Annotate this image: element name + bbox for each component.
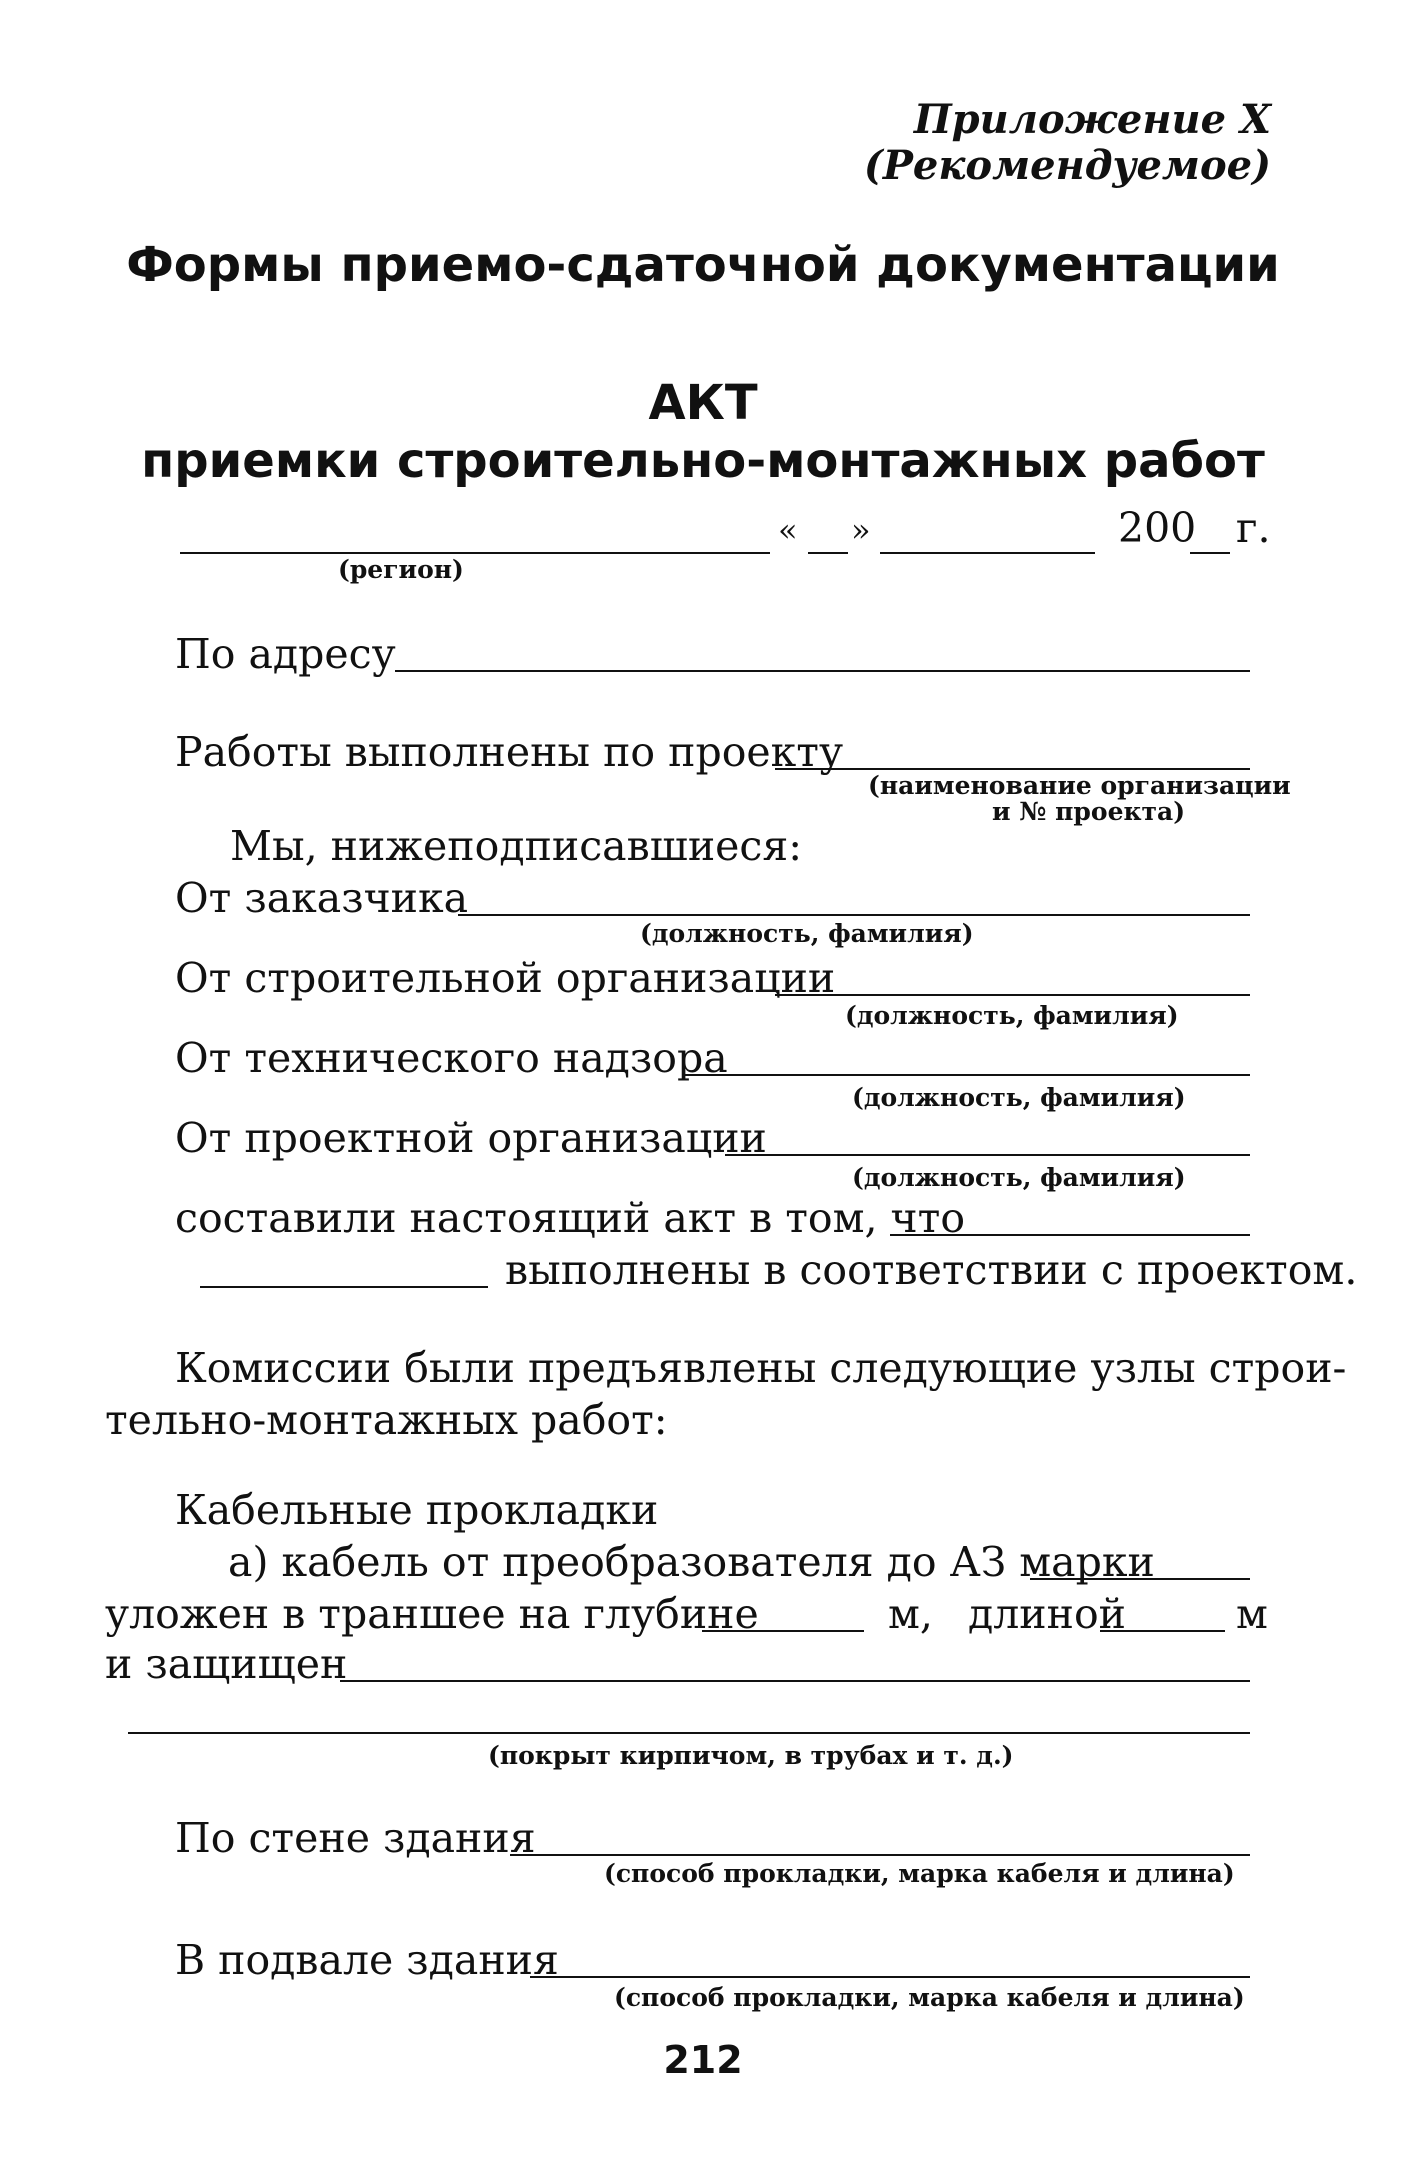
- year-prefix: 200: [1118, 504, 1197, 552]
- quote-open: «: [778, 511, 798, 549]
- supervision-line[interactable]: [685, 1074, 1250, 1076]
- address-line[interactable]: [395, 670, 1250, 672]
- year-suffix: г.: [1236, 504, 1271, 552]
- design-line[interactable]: [725, 1154, 1250, 1156]
- supervision-label: От технического надзора: [175, 1034, 728, 1082]
- design-label: От проектной организации: [175, 1114, 767, 1162]
- recommended-label: (Рекомендуемое): [863, 142, 1271, 189]
- region-line[interactable]: [180, 552, 770, 554]
- length-line[interactable]: [1100, 1630, 1225, 1632]
- wall-line[interactable]: [510, 1854, 1250, 1856]
- act-title: АКТ: [648, 375, 758, 431]
- basement-caption: (способ прокладки, марка кабеля и длина): [614, 1983, 1245, 2012]
- builder-caption: (должность, фамилия): [845, 1001, 1179, 1030]
- commission-line-2: тельно-монтажных работ:: [105, 1396, 668, 1444]
- length-label: длиной: [968, 1590, 1126, 1638]
- cable-heading: Кабельные прокладки: [175, 1486, 659, 1534]
- customer-label: От заказчика: [175, 874, 469, 922]
- design-caption: (должность, фамилия): [852, 1163, 1186, 1192]
- cable-item-a: а) кабель от преобразователя до АЗ марки: [228, 1538, 1155, 1586]
- customer-line[interactable]: [458, 914, 1250, 916]
- compiled-label: составили настоящий акт в том, что: [175, 1194, 966, 1242]
- laid-label: уложен в траншее на глубине: [105, 1590, 759, 1638]
- protected-label: и защищен: [105, 1640, 348, 1688]
- act-subtitle: приемки строительно-монтажных работ: [141, 433, 1265, 489]
- quote-close: »: [851, 511, 871, 549]
- customer-caption: (должность, фамилия): [640, 919, 974, 948]
- signed-label: Мы, нижеподписавшиеся:: [230, 822, 803, 870]
- compiled-line[interactable]: [890, 1234, 1250, 1236]
- day-line[interactable]: [808, 552, 848, 554]
- meters-1: м,: [888, 1590, 933, 1638]
- appendix-label: Приложение Х: [913, 96, 1271, 143]
- commission-line-1: Комиссии были предъявлены следующие узлы строи-: [175, 1344, 1347, 1392]
- address-label: По адресу: [175, 630, 396, 678]
- project-line[interactable]: [775, 768, 1250, 770]
- year-line[interactable]: [1190, 552, 1230, 554]
- project-caption-1: (наименование организации: [868, 771, 1291, 800]
- month-line[interactable]: [880, 552, 1095, 554]
- project-label: Работы выполнены по проекту: [175, 728, 844, 776]
- builder-label: От строительной организации: [175, 954, 836, 1002]
- protected-line[interactable]: [340, 1680, 1250, 1682]
- supervision-caption: (должность, фамилия): [852, 1083, 1186, 1112]
- page-number: 212: [663, 2038, 743, 2082]
- work-line[interactable]: [200, 1286, 488, 1288]
- region-caption: (регион): [338, 555, 464, 584]
- performed-label: выполнены в соответствии с проектом.: [505, 1246, 1358, 1294]
- depth-line[interactable]: [702, 1630, 864, 1632]
- basement-line[interactable]: [530, 1976, 1250, 1978]
- project-caption-2: и № проекта): [992, 797, 1186, 826]
- wall-caption: (способ прокладки, марка кабеля и длина): [604, 1859, 1235, 1888]
- meters-2: м: [1236, 1590, 1268, 1638]
- protected-line-2[interactable]: [128, 1732, 1250, 1734]
- protected-caption: (покрыт кирпичом, в трубах и т. д.): [488, 1741, 1014, 1770]
- wall-label: По стене здания: [175, 1814, 536, 1862]
- builder-line[interactable]: [775, 994, 1250, 996]
- basement-label: В подвале здания: [175, 1936, 559, 1984]
- cable-brand-line[interactable]: [1030, 1578, 1250, 1580]
- main-title: Формы приемо-сдаточной документации: [126, 237, 1280, 293]
